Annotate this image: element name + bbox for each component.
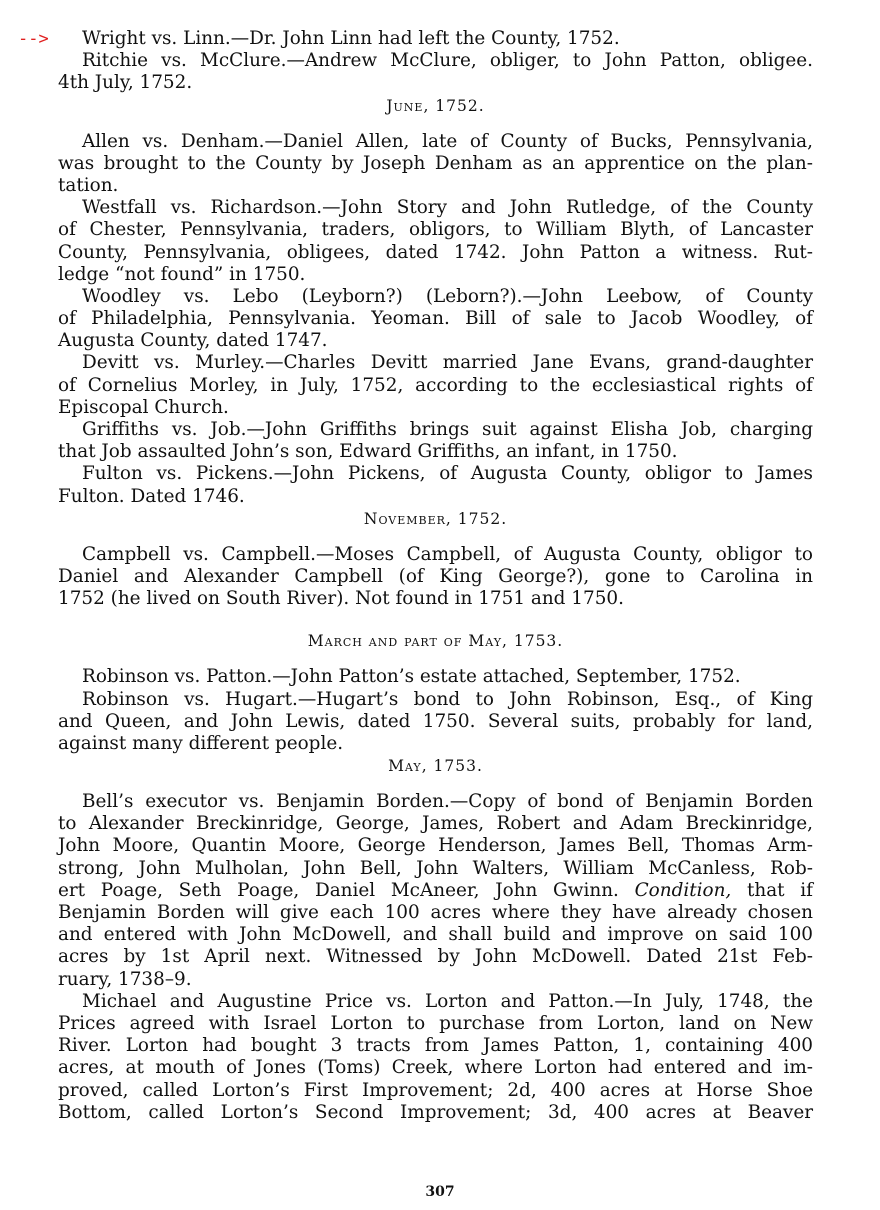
text-line: ert Poage, Seth Poage, Daniel McAneer, John Gwinn. Condition, that if (58, 879, 813, 901)
text-line: Ritchie vs. McClure.—Andrew McClure, obliger, to John Patton, obligee. (82, 50, 813, 72)
text-line: Bottom, called Lorton’s Second Improvement; 3d, 400 acres at Beaver (58, 1101, 813, 1123)
text-line: acres, at mouth of Jones (Toms) Creek, where Lorton had entered and im- (58, 1057, 813, 1079)
text-line: tation. (58, 174, 119, 196)
red-arrow-marker: --> (18, 29, 49, 49)
text-line: Westfall vs. Richardson.—John Story and John Rutledge, of the County (82, 197, 813, 219)
text-line: Episcopal Church. (58, 396, 229, 418)
text-line: Devitt vs. Murley.—Charles Devitt married Jane Evans, grand-daughter (82, 352, 813, 374)
text-line: and entered with John McDowell, and shall build and improve on said 100 (58, 924, 813, 946)
text-line: ruary, 1738–9. (58, 968, 192, 990)
section-heading: March and part of May, 1753. (307, 632, 564, 651)
italic-word: Condition, (634, 879, 732, 901)
text-line: County, Pennsylvania, obligees, dated 1742. John Patton a witness. Rut- (58, 241, 813, 263)
text-line: Wright vs. Linn.—Dr. John Linn had left the County, 1752. (82, 28, 620, 49)
text-line: Fulton. Dated 1746. (58, 485, 245, 507)
text-line: Daniel and Alexander Campbell (of King George?), gone to Carolina in (58, 565, 813, 587)
text-line: River. Lorton had bought 3 tracts from James Patton, 1, containing 400 (58, 1035, 813, 1057)
section-heading: November, 1752. (363, 509, 508, 528)
text-line: Campbell vs. Campbell.—Moses Campbell, of Augusta County, obligor to (82, 543, 813, 565)
text-line: was brought to the County by Joseph Denham as an apprentice on the plan- (58, 152, 813, 174)
text-line: and Queen, and John Lewis, dated 1750. Several suits, probably for land, (58, 710, 813, 732)
text-line: 1752 (he lived on South River). Not found in 1751 and 1750. (58, 588, 624, 610)
text-line: Robinson vs. Hugart.—Hugart’s bond to John Robinson, Esq., of King (82, 688, 813, 710)
text-line: of Cornelius Morley, in July, 1752, according to the ecclesiastical rights of (58, 374, 813, 396)
text-line: Michael and Augustine Price vs. Lorton and Patton.—In July, 1748, the (82, 990, 813, 1012)
page-number: 307 (425, 1184, 455, 1200)
section-heading: May, 1753. (388, 757, 483, 776)
text-line: proved, called Lorton’s First Improvement; 2d, 400 acres at Horse Shoe (58, 1079, 813, 1101)
text-line: acres by 1st April next. Witnessed by John McDowell. Dated 21st Feb- (58, 946, 813, 968)
text-line: to Alexander Breckinridge, George, James, Robert and Adam Breckinridge, (58, 813, 813, 835)
text-line: Prices agreed with Israel Lorton to purchase from Lorton, land on New (58, 1012, 813, 1034)
text-line: that Job assaulted John’s son, Edward Griffiths, an infant, in 1750. (58, 441, 678, 463)
document-page (58, 28, 813, 1124)
text-line: Woodley vs. Lebo (Leyborn?) (Leborn?).—John Leebow, of County (82, 285, 813, 307)
text-line: Robinson vs. Patton.—John Patton’s estate attached, September, 1752. (82, 666, 741, 688)
text-line: Griffiths vs. Job.—John Griffiths brings suit against Elisha Job, charging (82, 419, 813, 440)
text-line: Benjamin Borden will give each 100 acres where they have already chosen (58, 902, 813, 923)
text-line: against many different people. (58, 732, 344, 754)
text-line: John Moore, Quantin Moore, George Henderson, James Bell, Thomas Arm- (58, 835, 813, 857)
text-line: strong, John Mulholan, John Bell, John Walters, William McCanless, Rob- (58, 857, 813, 879)
text-line: Augusta County, dated 1747. (58, 330, 328, 352)
text-line: ledge “not found” in 1750. (58, 263, 306, 285)
text-line: Allen vs. Denham.—Daniel Allen, late of County of Bucks, Pennsylvania, (82, 130, 813, 152)
text-line: Fulton vs. Pickens.—John Pickens, of Augusta County, obligor to James (82, 463, 813, 485)
text-line: of Chester, Pennsylvania, traders, obligors, to William Blyth, of Lancaster (58, 219, 813, 241)
text-line: Bell’s executor vs. Benjamin Borden.—Copy of bond of Benjamin Borden (82, 791, 813, 813)
text-line: 4th July, 1752. (58, 72, 193, 94)
section-heading: June, 1752. (386, 96, 485, 115)
text-line: of Philadelphia, Pennsylvania. Yeoman. Bill of sale to Jacob Woodley, of (58, 308, 813, 330)
